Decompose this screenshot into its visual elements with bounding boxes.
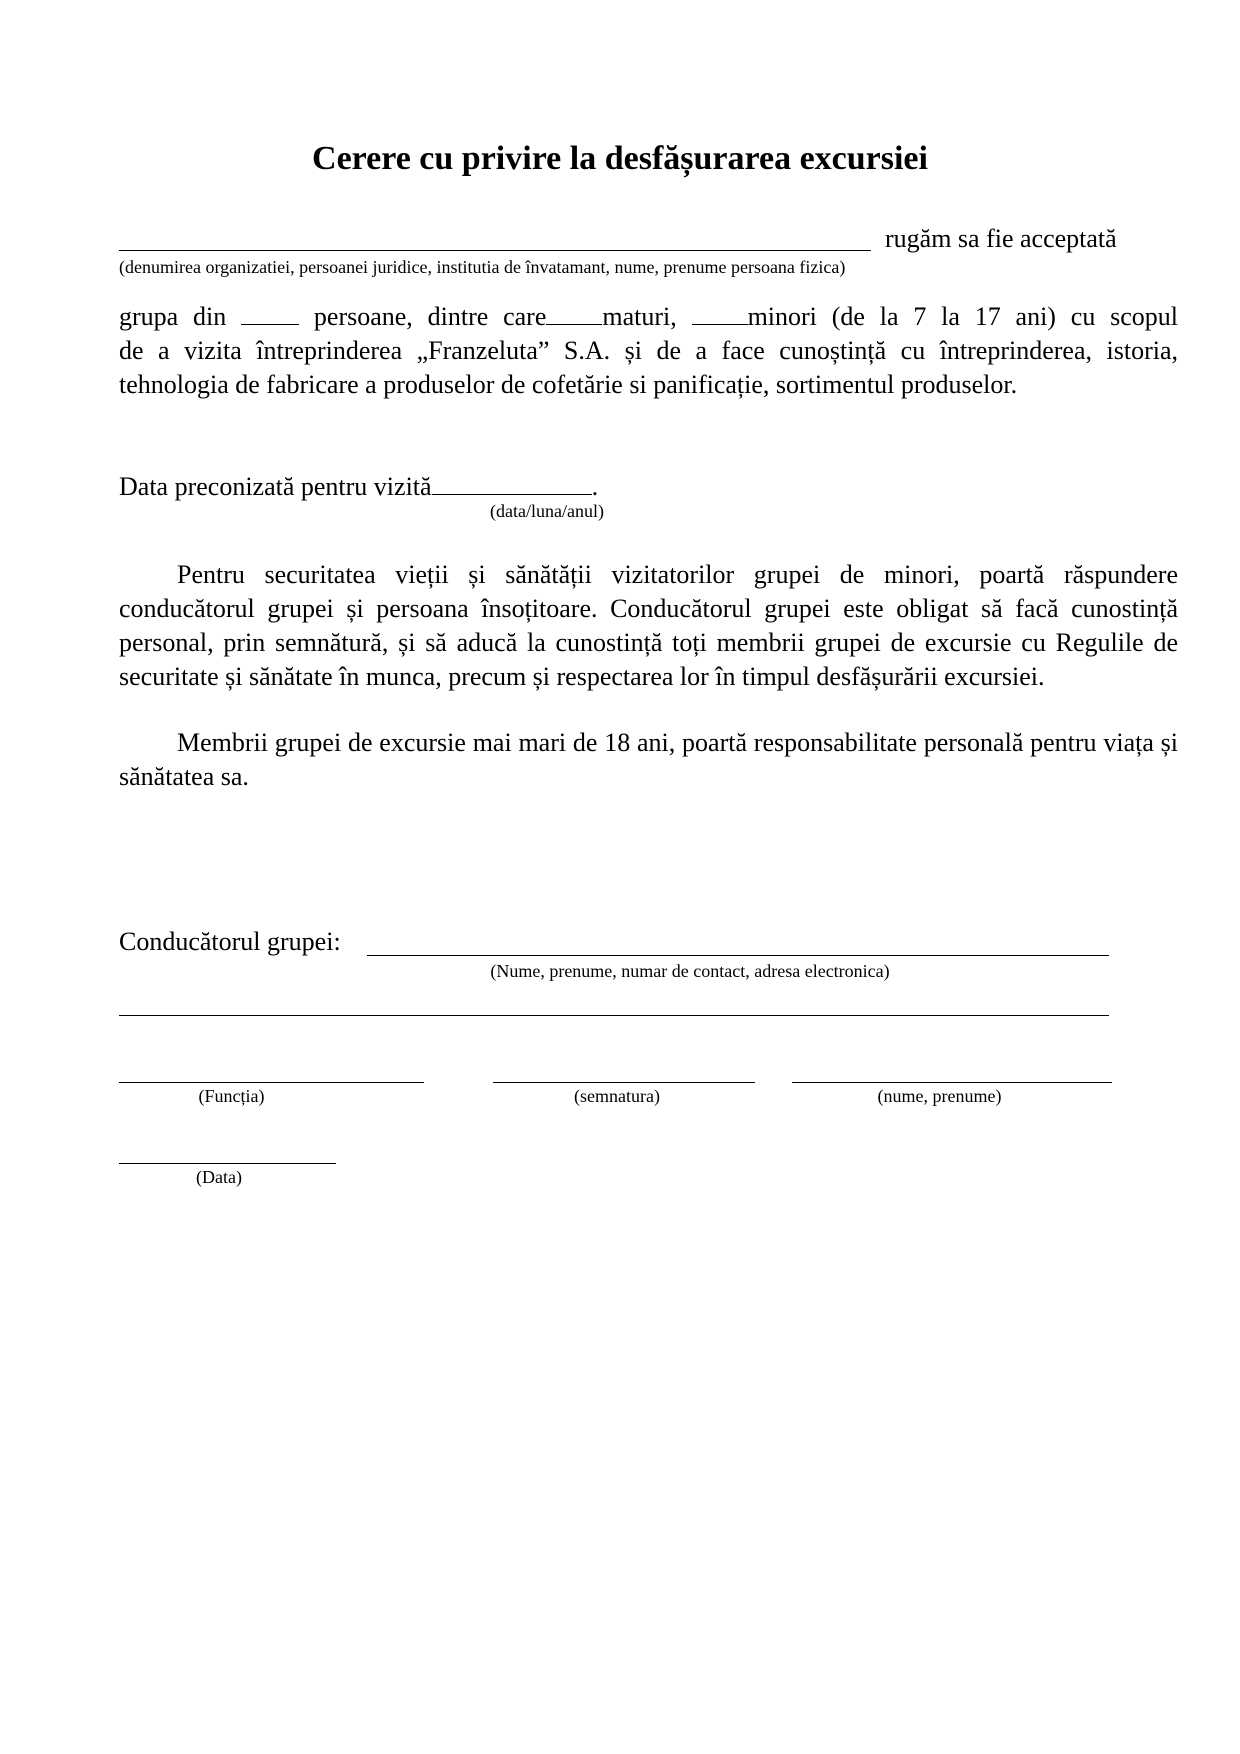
name-field[interactable] xyxy=(792,1082,1112,1083)
safety-paragraph-2: Membrii grupei de excursie mai mari de 18 ani, poartă responsabilitate personală pentru viața și sănătatea sa. xyxy=(119,728,1178,791)
organization-caption: (denumirea organizatiei, persoanei juridice, institutia de învatamant, nume, prenume persoana fizica) xyxy=(119,257,846,277)
visit-date-caption: (data/luna/anul) xyxy=(490,501,604,521)
function-caption: (Funcția) xyxy=(198,1086,265,1106)
signature-field[interactable] xyxy=(493,1082,755,1083)
name-caption: (nume, prenume) xyxy=(877,1086,1002,1106)
visit-date-field[interactable] xyxy=(432,472,592,495)
visit-date-end: . xyxy=(591,472,599,501)
minors-count-field[interactable] xyxy=(692,302,748,325)
leader-caption: (Nume, prenume, numar de contact, adresa electronica) xyxy=(490,961,890,981)
group-text-b: persoane, dintre care xyxy=(313,302,547,331)
safety-paragraph-1: Pentru securitatea vieții și sănătății vizitatorilor grupei de minori, poartă răspundere conducătorul grupei și persoana însoțitoare. Conducătorul grupei este obligat să facă cunostință personal, prin semnătură, și să aducă la cunostință toți membrii grupei de excursie cu Regulile de securitate și sănătate în munca, precum și respectarea lor în timpul desfășurării excursiei. xyxy=(119,560,1178,691)
leader-field-extra[interactable] xyxy=(119,1015,1109,1016)
leader-label: Conducătorul grupei: xyxy=(119,927,341,956)
request-suffix: rugăm sa fie acceptată xyxy=(885,224,1117,253)
group-text-a: grupa din xyxy=(119,302,227,331)
group-line-1 xyxy=(119,300,1178,334)
group-paragraph xyxy=(119,300,1178,402)
organization-name-field[interactable] xyxy=(119,250,871,251)
function-field[interactable] xyxy=(119,1082,424,1083)
leader-field[interactable] xyxy=(367,955,1109,956)
group-text-c: maturi, xyxy=(602,302,677,331)
group-rest: de a vizita întreprinderea „Franzeluta” S.A. și de a face cunoștință cu întreprinderea, istoria, tehnologia de fabricare a produselor de cofetărie si panificație, sortimentul produselor. xyxy=(119,336,1178,399)
adults-count-field[interactable] xyxy=(546,302,602,325)
visit-date-label: Data preconizată pentru vizită xyxy=(119,472,432,501)
group-total-field[interactable] xyxy=(241,302,299,325)
signature-caption: (semnatura) xyxy=(574,1086,660,1106)
visit-date-row xyxy=(119,470,598,504)
document-title: Cerere cu privire la desfășurarea excursiei xyxy=(312,140,928,177)
date-caption: (Data) xyxy=(196,1167,242,1187)
group-text-d: minori (de la 7 la 17 ani) cu scopul xyxy=(747,302,1179,331)
date-field[interactable] xyxy=(119,1163,336,1164)
